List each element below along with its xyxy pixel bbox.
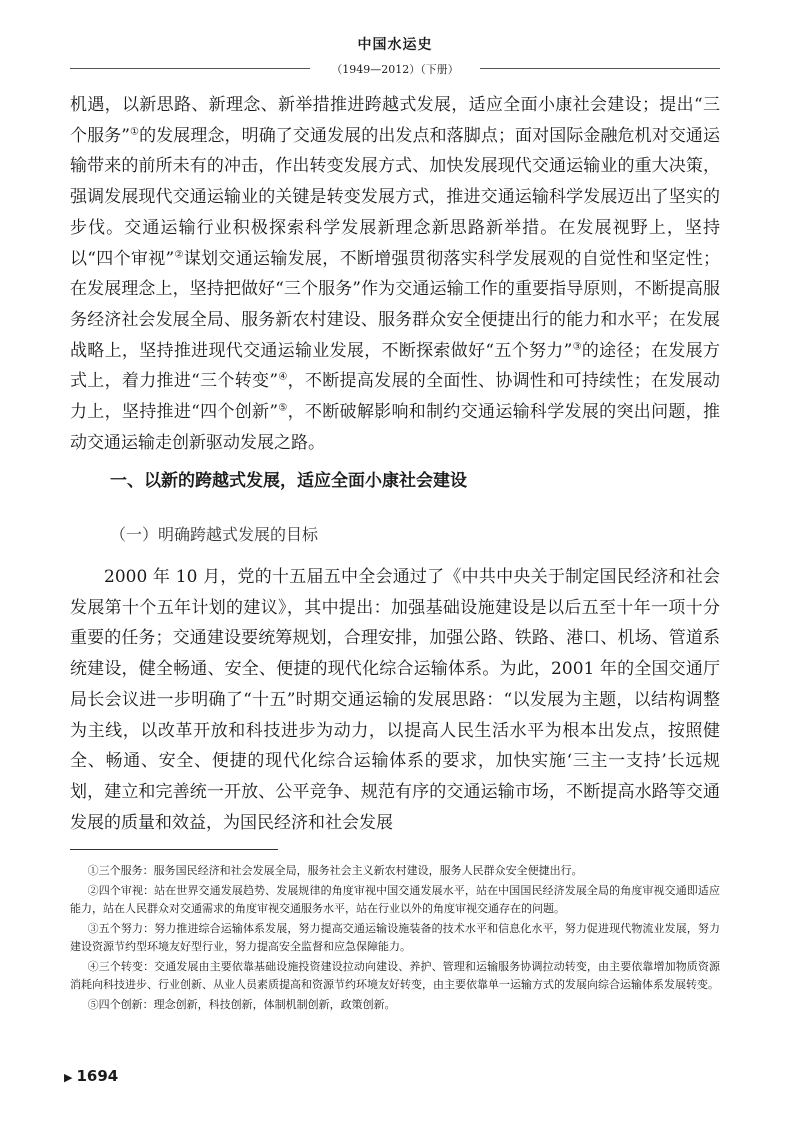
intro-text-2: 的发展理念，明确了交通发展的出发点和落脚点；面对国际金融危机对交通运输带来的前所未有的冲击，作出转变发展方式、加快发展现代交通运输业的重大决策，强调发展现代交通运输业的关键是转变发展方式，推进交通运输科学发展迈出了坚实的步伐。交通运输行业积极探索科学发展新理念新思路新举措。在发展视野上，坚持以“四个审视”: [70, 125, 720, 269]
page-number-value: 1694: [76, 1067, 119, 1085]
footnote-1: ①三个服务：服务国民经济和社会发展全局，服务社会主义新农村建设，服务人民群众安全便捷出行。: [87, 864, 583, 877]
section-paragraph-block: [70, 562, 720, 838]
section-paragraph: 2000 年 10 月，党的十五届五中全会通过了《中共中央关于制定国民经济和社会发展第十个五年计划的建议》，其中提出：加强基础设施建设是以后五至十年一项十分重要的任务；交通建设要统筹规划，合理安排，加强公路、铁路、港口、机场、管道系统建设，健全畅通、安全、便捷的现代化综合运输体系。为此，2001 年的全国交通厅局长会议进一步明确了“十五”时期交通运输的发展思路：“以发展为主题，以结构调整为主线，以改革开放和科技进步为动力，以提高人民生活水平为根本出发点，按照健全、畅通、安全、便捷的现代化综合运输体系的要求，加快实施‘三主一支持’长远规划，建立和完善统一开放、公平竞争、规范有序的交通运输市场，不断提高水路等交通发展的质量和效益，为国民经济和社会发展: [70, 567, 720, 833]
intro-text-3: 谋划交通运输发展，不断增强贯彻落实科学发展观的自觉性和坚定性；在发展理念上，坚持把做好“三个服务”作为交通运输工作的重要指导原则，不断提高服务经济社会发展全局、服务新农村建设、服务群众安全便捷出行的能力和水平；在发展战略上，坚持推进现代交通运输业发展，不断探索做好“五个努力”: [70, 248, 721, 361]
footnote-4: ④三个转变：交通发展由主要依靠基础设施投资建设拉动向建设、养护、管理和运输服务协调拉动转变，由主要依靠增加物质资源消耗向科技进步、行业创新、从业人员素质提高和资源节约环境友好转变，由主要依靠单一运输方式的发展向综合运输体系发展转变。: [70, 960, 720, 991]
book-title: 中国水运史: [357, 37, 433, 53]
intro-text-6: ，不断破解影响和制约交通运输科学发展的突出问题，推动交通运输走创新驱动发展之路。: [70, 402, 720, 453]
footnote-2: ②四个审视：站在世界交通发展趋势、发展规律的角度审视中国交通发展水平，站在中国国民经济发展全局的角度审视交通即适应能力，站在人民群众对交通需求的角度审视交通服务水平，站在行业以外的角度审视交通存在的问题。: [70, 884, 720, 915]
intro-paragraph: [70, 90, 720, 458]
intro-text-4: 的途径；在发展方式上，着力推进“三个转变”: [70, 340, 720, 392]
footnote-ref-1[interactable]: ①: [129, 126, 140, 138]
footnote-ref-2[interactable]: ②: [174, 248, 184, 260]
header-rule-left: [70, 68, 310, 69]
intro-text-5: ，不断提高发展的全面性、协调性和可持续性；在发展动力上，坚持推进“四个创新”: [70, 371, 720, 423]
footnote-ref-5[interactable]: ⑤: [278, 402, 288, 414]
page-number: [64, 1067, 118, 1085]
footnote-3: ③五个努力：努力推进综合运输体系发展，努力提高交通运输设施装备的技术水平和信息化水平，努力促进现代物流业发展，努力建设资源节约型环境友好型行业，努力提高安全监督和应急保障能力。: [70, 922, 720, 953]
section-heading: 一、以新的跨越式发展，适应全面小康社会建设: [110, 471, 467, 491]
footnote-ref-4[interactable]: ④: [278, 371, 288, 383]
footnotes: [70, 862, 720, 1016]
intro-text-1: 机遇，以新思路、新理念、新举措推进跨越式发展，适应全面小康社会建设；提出“三个服务”: [70, 95, 720, 146]
footnote-ref-3[interactable]: ③: [572, 340, 582, 352]
sub-heading: （一）明确跨越式发展的目标: [110, 525, 319, 544]
header-rule-right: [480, 68, 720, 69]
header-subtitle-row: [0, 58, 790, 78]
book-subtitle: （1949—2012）（下册）: [331, 63, 459, 76]
running-header: [0, 34, 790, 78]
footnote-5: ⑤四个创新：理念创新，科技创新，体制机制创新，政策创新。: [87, 998, 396, 1011]
page-arrow-icon: ▶: [64, 1071, 73, 1084]
footnote-divider: [70, 849, 278, 850]
